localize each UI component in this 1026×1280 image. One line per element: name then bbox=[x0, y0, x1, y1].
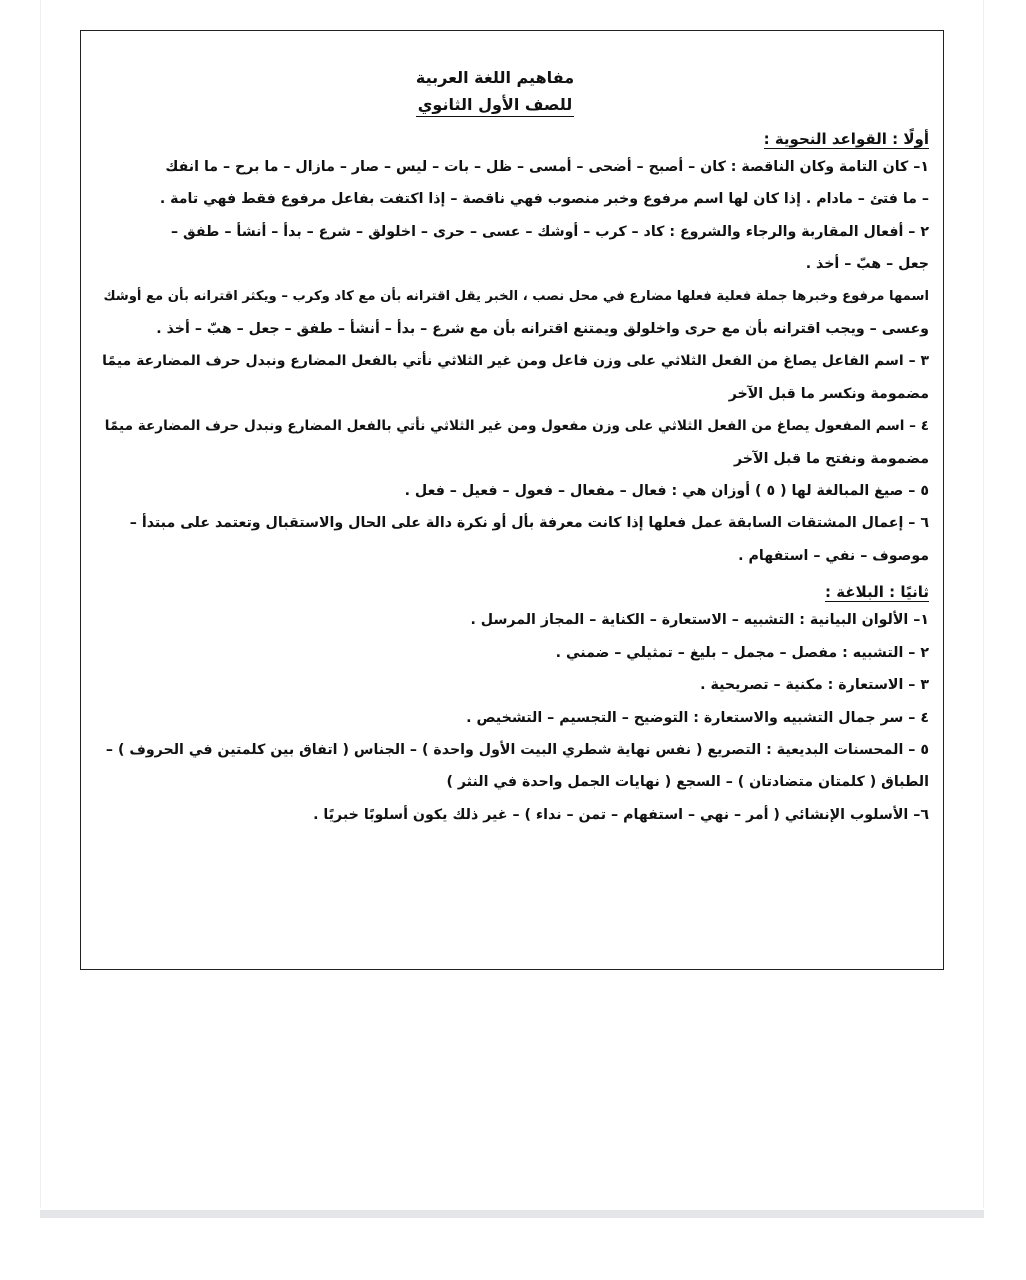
text-line: ١– الألوان البيانية : التشبيه – الاستعارة – الكناية – المجاز المرسل . bbox=[470, 612, 929, 629]
document-title: مفاهيم اللغة العربية bbox=[415, 68, 575, 87]
text-line: ٣ – اسم الفاعل يصاغ من الفعل الثلاثي على وزن فاعل ومن غير الثلاثي نأتي بالفعل المضارع ونبدل حرف المضارعة ميمًا bbox=[102, 353, 929, 370]
text-line: مضمومة ونفتح ما قبل الآخر bbox=[733, 450, 929, 467]
document-subtitle bbox=[101, 91, 929, 119]
text-line: ٢ – أفعال المقاربة والرجاء والشروع : كاد – كرب – أوشك – عسى – حرى – اخلولق – شرع – بدأ – أنشأ – طفق – bbox=[171, 223, 929, 240]
document-page bbox=[80, 30, 944, 970]
text-line: ٢ – التشبيه : مفصل – مجمل – بليغ – تمثيلي – ضمني . bbox=[555, 644, 929, 661]
section-rhetoric-heading-text: ثانيًا : البلاغة : bbox=[825, 583, 929, 602]
section-rhetoric-heading bbox=[101, 580, 929, 604]
document-content bbox=[101, 65, 929, 831]
page-bottom-edge bbox=[40, 1210, 984, 1218]
section-grammar-heading bbox=[101, 127, 929, 151]
text-line: – ما فتئ – مادام . إذا كان لها اسم مرفوع وخبر منصوب فهي ناقصة – إذا اكتفت بفاعل مرفوع فقط فهي تامة . bbox=[159, 191, 929, 208]
text-line: ٥ – المحسنات البديعية : التصريع ( نفس نهاية شطري البيت الأول واحدة ) – الجناس ( اتفاق بين كلمتين في الحروف ) – bbox=[105, 741, 929, 758]
text-line: الطباق ( كلمتان متضادتان ) – السجع ( نهايات الجمل واحدة في النثر ) bbox=[446, 774, 929, 791]
text-line: مضمومة ونكسر ما قبل الآخر bbox=[728, 385, 929, 402]
document-subtitle-text: للصف الأول الثانوي bbox=[416, 95, 574, 117]
text-line: موصوف – نفي – استفهام . bbox=[738, 547, 929, 564]
section-grammar-lines bbox=[101, 151, 929, 572]
text-line: جعل – هبّ – أخذ . bbox=[805, 256, 929, 273]
text-line: ٦ – إعمال المشتقات السابقة عمل فعلها إذا كانت معرفة بأل أو نكرة دالة على الحال والاستقبال وتعتمد على مبتدأ – bbox=[129, 515, 929, 532]
text-line: اسمها مرفوع وخبرها جملة فعلية فعلها مضارع في محل نصب ، الخبر يقل اقترانه بأن مع كاد وكرب – ويكثر اقترانه بأن مع أوشك bbox=[103, 288, 929, 304]
text-line: وعسى – ويجب اقترانه بأن مع حرى واخلولق ويمتنع اقترانه بأن مع شرع – بدأ – أنشأ – طفق – جعل – هبّ – أخذ . bbox=[156, 321, 929, 338]
text-line: ٤ – سر جمال التشبيه والاستعارة : التوضيح – التجسيم – التشخيص . bbox=[466, 709, 929, 726]
text-line: ٥ – صيغ المبالغة لها ( ٥ ) أوزان هي : فعال – مفعال – فعول – فعيل – فعل . bbox=[404, 483, 929, 500]
section-rhetoric-lines bbox=[101, 604, 929, 831]
text-line: ٣ – الاستعارة : مكنية – تصريحية . bbox=[700, 677, 929, 694]
section-grammar-heading-text: أولًا : القواعد النحوية : bbox=[763, 130, 929, 148]
text-line: ٦– الأسلوب الإنشائي ( أمر – نهي – استفهام – تمن – نداء ) – غير ذلك يكون أسلوبًا خبريًا . bbox=[313, 806, 929, 823]
text-line: ٤ – اسم المفعول يصاغ من الفعل الثلاثي على وزن مفعول ومن غير الثلاثي نأتي بالفعل المضارع ونبدل حرف المضارعة ميمًا bbox=[104, 418, 929, 435]
text-line: ١– كان التامة وكان الناقصة : كان – أصبح – أضحى – أمسى – ظل – بات – ليس – صار – مازال – ما برح – ما انفك bbox=[165, 159, 929, 175]
